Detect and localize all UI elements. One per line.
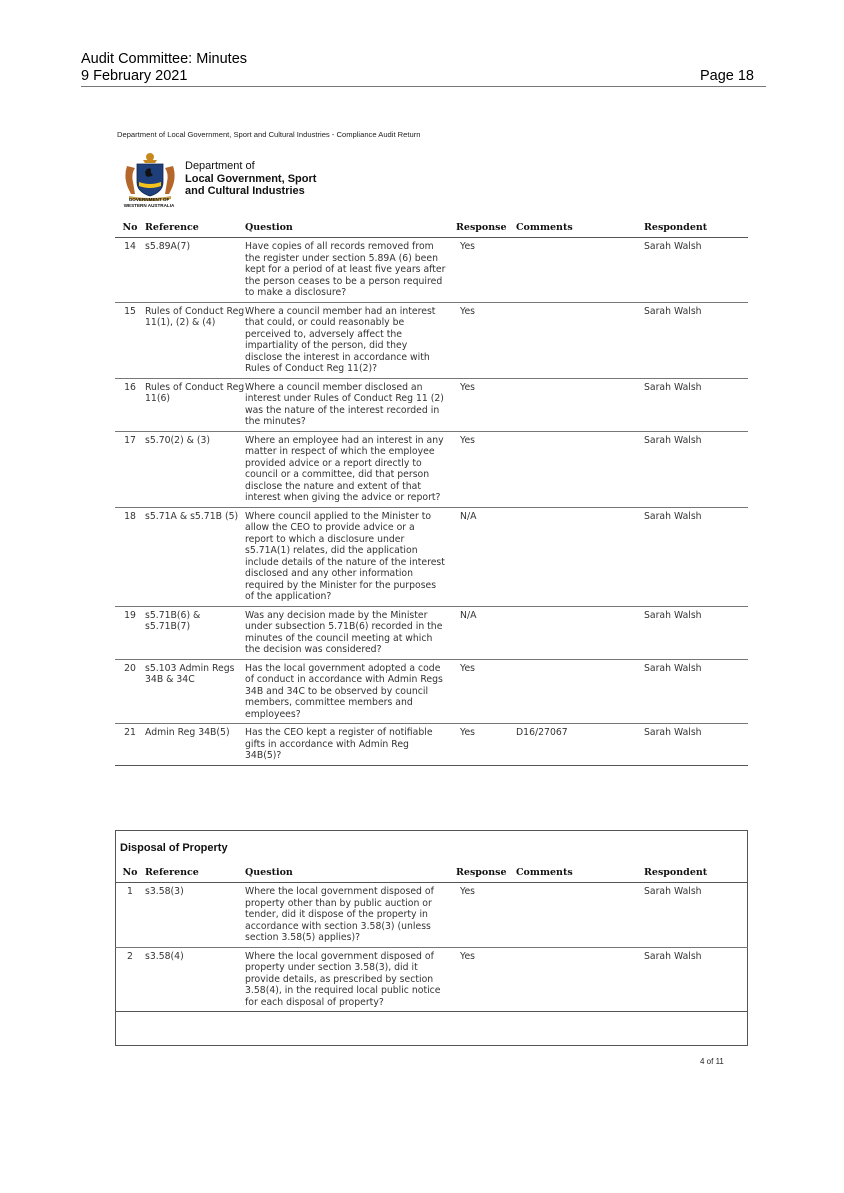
cell-comments (516, 947, 644, 1012)
cell-question: Where council applied to the Minister to allow the CEO to provide advice or a report to which a disclosure under s5.71A(1) relates, did the application include details of the nature of the interest disclosed and any other information required by the Minister for the purposes of the application? (245, 507, 450, 606)
cell-respondent: Sarah Walsh (644, 302, 748, 378)
cell-no: 18 (115, 507, 145, 606)
cell-comments (516, 659, 644, 724)
cell-response: Yes (450, 724, 516, 766)
table-header-row (115, 219, 748, 238)
page-number: Page 18 (699, 68, 754, 84)
table-row (115, 507, 748, 606)
cell-question: Where a council member disclosed an interest under Rules of Conduct Reg 11 (2) was the nature of the interest recorded in the minutes? (245, 378, 450, 431)
cell-respondent: Sarah Walsh (644, 431, 748, 507)
table-row (115, 606, 748, 659)
cell-reference: s5.70(2) & (3) (145, 431, 245, 507)
cell-question: Where an employee had an interest in any matter in respect of which the employee provided advice or a report directly to council or a committee, did that person disclose the nature and extent of that interest when giving the advice or report? (245, 431, 450, 507)
cell-reference: s3.58(4) (145, 947, 245, 1012)
table-row (115, 302, 748, 378)
cell-response: N/A (450, 606, 516, 659)
cell-comments: D16/27067 (516, 724, 644, 766)
cell-reference: Admin Reg 34B(5) (145, 724, 245, 766)
cell-no: 15 (115, 302, 145, 378)
government-line-2: WESTERN AUSTRALIA (123, 202, 175, 208)
cell-question: Where the local government disposed of property under section 3.58(3), did it provide details, as prescribed by section 3.58(4), in the required local public notice for each disposal of property? (245, 947, 450, 1012)
cell-no: 19 (115, 606, 145, 659)
cell-respondent: Sarah Walsh (644, 724, 748, 766)
table-row (115, 659, 748, 724)
cell-question: Has the CEO kept a register of notifiable gifts in accordance with Admin Reg 34B(5)? (245, 724, 450, 766)
cell-response: N/A (450, 507, 516, 606)
department-line-2: Local Government, Sport (185, 172, 317, 185)
document-title: Audit Committee: Minutes (81, 51, 248, 67)
section-title: Disposal of Property (120, 842, 228, 854)
compliance-table (115, 219, 748, 766)
col-respondent: Respondent (644, 864, 748, 883)
cell-respondent: Sarah Walsh (644, 659, 748, 724)
document-date: 9 February 2021 (81, 68, 188, 84)
col-reference: Reference (145, 219, 245, 238)
table-header-row (115, 864, 748, 883)
cell-response: Yes (450, 431, 516, 507)
cell-response: Yes (450, 302, 516, 378)
cell-reference: s5.103 Admin Regs 34B & 34C (145, 659, 245, 724)
cell-respondent: Sarah Walsh (644, 378, 748, 431)
cell-question: Has the local government adopted a code of conduct in accordance with Admin Regs 34B and 34C to be observed by council members, committee members and employees? (245, 659, 450, 724)
cell-response: Yes (450, 883, 516, 948)
cell-reference: s5.71B(6) & s5.71B(7) (145, 606, 245, 659)
disposal-table (115, 864, 748, 1012)
col-response: Response (450, 864, 516, 883)
table-row (115, 947, 748, 1012)
government-label (113, 197, 185, 208)
cell-reference: s5.89A(7) (145, 238, 245, 303)
cell-reference: s3.58(3) (145, 883, 245, 948)
cell-response: Yes (450, 947, 516, 1012)
cell-respondent: Sarah Walsh (644, 238, 748, 303)
cell-comments (516, 302, 644, 378)
cell-question: Have copies of all records removed from the register under section 5.89A (6) been kept for a period of at least five years after the person ceases to be a person required to make a disclosure? (245, 238, 450, 303)
cell-no: 21 (115, 724, 145, 766)
government-line-1: GOVERNMENT OF (128, 197, 170, 202)
cell-respondent: Sarah Walsh (644, 883, 748, 948)
cell-comments (516, 883, 644, 948)
header-divider (81, 86, 766, 87)
table-row (115, 724, 748, 766)
col-question: Question (245, 864, 450, 883)
cell-response: Yes (450, 238, 516, 303)
department-line-3: and Cultural Industries (185, 185, 305, 197)
cell-reference: s5.71A & s5.71B (5) (145, 507, 245, 606)
table-row (115, 238, 748, 303)
cell-comments (516, 507, 644, 606)
cell-question: Where a council member had an interest that could, or could reasonably be perceived to, adversely affect the impartiality of the person, did they disclose the interest in accordance with Rules of Conduct Reg 11(2)? (245, 302, 450, 378)
table-row (115, 378, 748, 431)
cell-no: 20 (115, 659, 145, 724)
cell-question: Where the local government disposed of property other than by public auction or tender, did it dispose of the property in accordance with section 3.58(3) (unless section 3.58(5) applies)? (245, 883, 450, 948)
cell-no: 2 (115, 947, 145, 1012)
cell-no: 14 (115, 238, 145, 303)
cell-comments (516, 606, 644, 659)
cell-response: Yes (450, 378, 516, 431)
page-of-count: 4 of 11 (700, 1057, 724, 1066)
col-comments: Comments (516, 864, 644, 883)
col-no: No (115, 864, 145, 883)
table-row (115, 883, 748, 948)
cell-respondent: Sarah Walsh (644, 507, 748, 606)
report-subtitle: Department of Local Government, Sport and Cultural Industries - Compliance Audit Return (117, 130, 421, 139)
col-response: Response (450, 219, 516, 238)
col-no: No (115, 219, 145, 238)
col-question: Question (245, 219, 450, 238)
cell-question: Was any decision made by the Minister under subsection 5.71B(6) recorded in the minutes of the council meeting at which the decision was considered? (245, 606, 450, 659)
cell-no: 16 (115, 378, 145, 431)
cell-respondent: Sarah Walsh (644, 606, 748, 659)
cell-comments (516, 238, 644, 303)
cell-no: 17 (115, 431, 145, 507)
col-reference: Reference (145, 864, 245, 883)
department-name (185, 160, 316, 198)
cell-respondent: Sarah Walsh (644, 947, 748, 1012)
col-respondent: Respondent (644, 219, 748, 238)
cell-no: 1 (115, 883, 145, 948)
department-line-1: Department of (185, 160, 255, 172)
table-row (115, 431, 748, 507)
col-comments: Comments (516, 219, 644, 238)
cell-comments (516, 431, 644, 507)
cell-comments (516, 378, 644, 431)
cell-response: Yes (450, 659, 516, 724)
cell-reference: Rules of Conduct Reg 11(6) (145, 378, 245, 431)
cell-reference: Rules of Conduct Reg 11(1), (2) & (4) (145, 302, 245, 378)
